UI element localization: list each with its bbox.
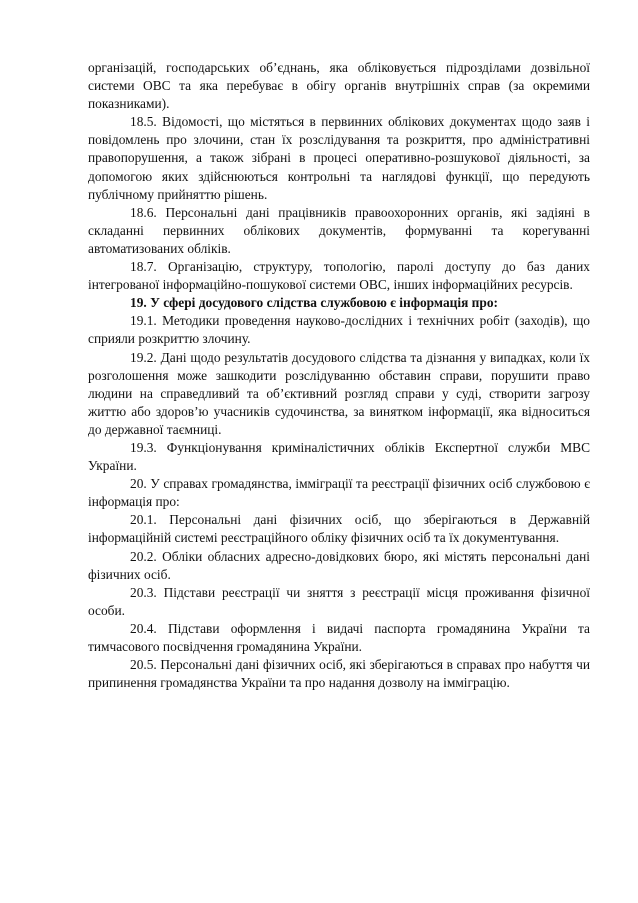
paragraph-20-5: 20.5. Персональні дані фізичних осіб, які зберігаються в справах про набуття чи припинення громадянства України та про надання дозволу на імміграцію. [88, 657, 590, 691]
paragraph-20: 20. У справах громадянства, імміграції та реєстрації фізичних осіб службовою є інформація про: [88, 476, 590, 510]
paragraph-18-6: 18.6. Персональні дані працівників правоохоронних органів, які задіяні в складанні первинних облікових документів, формуванні та корегуванні автоматизованих обліків. [88, 204, 590, 256]
paragraph-19-2: 19.2. Дані щодо результатів досудового слідства та дізнання у випадках, коли їх розголошення може зашкодити розслідуванню обставин справи, порушити право людини на справедливий та об’єктивний розгляд справи у суді, створити загрозу життю або здоров’ю учасників судочинства, за винятком інформації, яка відноситься до державної таємниці. [88, 349, 590, 437]
paragraph-20-1: 20.1. Персональні дані фізичних осіб, що зберігаються в Державній інформаційній системі реєстраційного обліку фізичних осіб та їх документування. [88, 512, 590, 546]
paragraph-18-5: 18.5. Відомості, що містяться в первинних облікових документах щодо заяв і повідомлень про злочини, стан їх розслідування та розкриття, про адміністративні правопорушення, а також зібрані в процесі оперативно-розшукової діяльності, за допомогою яких здійснюються контрольні та наглядові функції, що передують публічному прийняттю рішень. [88, 114, 590, 202]
paragraph-20-3: 20.3. Підстави реєстрації чи зняття з реєстрації місця проживання фізичної особи. [88, 584, 590, 618]
paragraph-continuation: організацій, господарських об’єднань, яка обліковується підрозділами дозвільної системи ОВС та яка перебуває в обігу органів внутрішніх справ (за окремими показниками). [88, 60, 590, 112]
paragraph-20-2: 20.2. Обліки обласних адресно-довідкових бюро, які містять персональні дані фізичних осіб. [88, 548, 590, 582]
paragraph-20-4: 20.4. Підстави оформлення і видачі паспорта громадянина України та тимчасового посвідчення громадянина України. [88, 620, 590, 654]
section-heading-19: 19. У сфері досудового слідства службовою є інформація про: [130, 295, 498, 311]
document-page [88, 59, 590, 692]
paragraph-19-1: 19.1. Методики проведення науково-дослідних і технічних робіт (заходів), що сприяли розкриттю злочину. [88, 313, 590, 347]
paragraph-19-3: 19.3. Функціонування криміналістичних обліків Експертної служби МВС України. [88, 439, 590, 474]
paragraph-18-7: 18.7. Організацію, структуру, топологію, паролі доступу до баз даних інтегрованої інформаційно-пошукової системи ОВС, інших інформаційних ресурсів. [88, 259, 590, 293]
